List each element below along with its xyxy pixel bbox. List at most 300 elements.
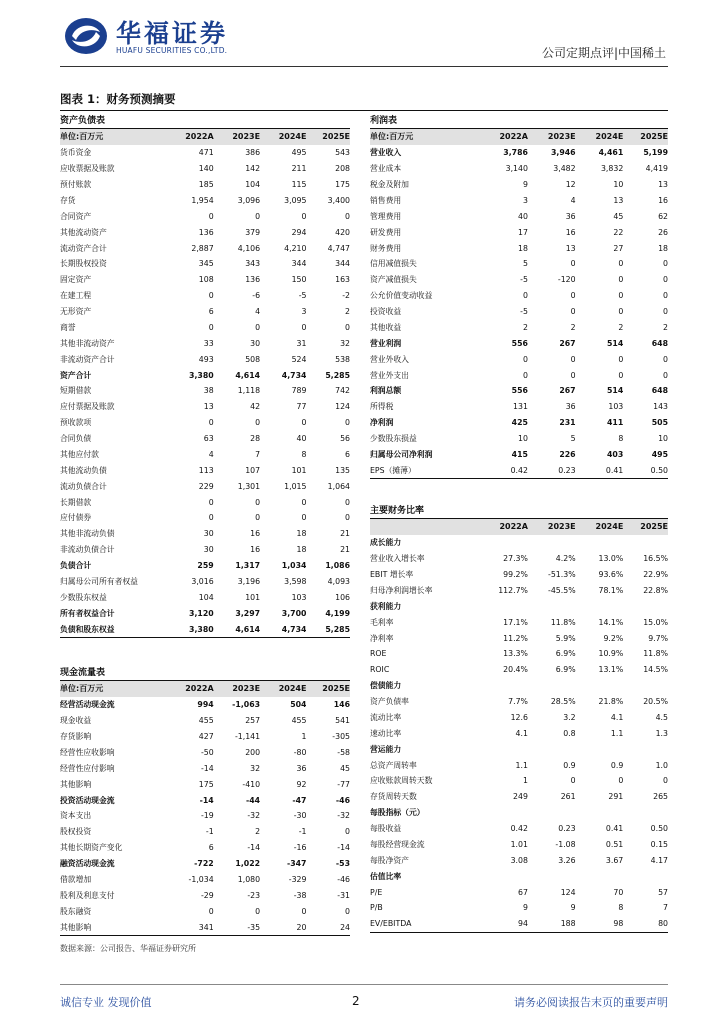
cell-value: 1.1: [515, 760, 528, 770]
cell-value: 1,080: [237, 874, 261, 884]
cell-value: 6: [345, 449, 350, 459]
row-label: 负债和股东权益: [60, 621, 167, 637]
cell-value: 5: [522, 259, 528, 269]
cell-value: 0: [208, 906, 214, 916]
cell-value: 231: [559, 418, 576, 428]
cell-value: [528, 741, 576, 757]
cell-value: 21.8%: [598, 697, 624, 707]
table-row: [60, 272, 350, 288]
cell-value: 4,747: [327, 243, 350, 253]
cell-value: 20.5%: [643, 697, 668, 707]
row-label: 固定资产: [60, 275, 92, 285]
cell-value: 4,199: [325, 608, 350, 618]
table-row: [370, 208, 668, 224]
table-row: [60, 320, 350, 336]
balance-sheet-table: [60, 129, 350, 638]
cell-value: 0: [208, 418, 214, 428]
row-label: EV/EBITDA: [370, 916, 480, 932]
cell-value: 420: [335, 227, 350, 237]
table-row: [370, 678, 668, 694]
cell-value: 4,210: [284, 243, 307, 253]
cell-value: 541: [335, 716, 350, 726]
cell-value: -16: [293, 843, 307, 853]
table-row: [60, 760, 350, 776]
table-row: [60, 383, 350, 399]
table-row: [60, 745, 350, 761]
cell-value: 80: [623, 916, 668, 932]
cell-value: 93.6%: [598, 570, 624, 580]
cell-value: 0: [522, 291, 528, 301]
cell-value: 0: [663, 259, 668, 269]
cell-value: 16.5%: [643, 554, 668, 564]
cell-value: [576, 805, 624, 821]
cell-value: 150: [291, 275, 307, 285]
logo-chinese-name: 华福证券: [116, 19, 229, 48]
table-row: [370, 821, 668, 837]
cell-value: 5.9%: [555, 633, 576, 643]
cell-value: 1.01: [510, 839, 528, 849]
row-label: 营业外支出: [370, 370, 409, 380]
row-label: 其他流动负债: [60, 465, 107, 475]
data-source-note: 数据来源：公司报告、华福证券研究所: [60, 944, 196, 953]
cell-value: 0: [301, 906, 307, 916]
table-row: [60, 224, 350, 240]
cell-value: 0: [663, 275, 668, 285]
figure-title-divider: [60, 110, 668, 111]
row-label: 营业收入增长率: [370, 554, 425, 564]
cell-value: 135: [335, 465, 350, 475]
year-header: 2023E: [528, 519, 576, 535]
cell-value: 0: [255, 322, 261, 332]
cell-value: 13.3%: [503, 649, 528, 659]
cell-value: 6.9%: [555, 665, 576, 675]
cell-value: 3: [301, 307, 307, 317]
cell-value: 14.1%: [598, 617, 624, 627]
cell-value: 8: [618, 903, 624, 913]
cell-value: -329: [288, 874, 307, 884]
cell-value: 508: [245, 354, 261, 364]
cell-value: 42: [250, 402, 261, 412]
cell-value: 6.9%: [555, 649, 576, 659]
cash-flow-table: [60, 681, 350, 936]
cell-value: 22.8%: [643, 585, 668, 595]
cell-value: 471: [198, 148, 214, 158]
row-label: 长期股权投资: [60, 259, 107, 269]
cell-value: 16: [565, 227, 576, 237]
income-statement-section: [370, 114, 668, 479]
cell-value: 188: [528, 916, 576, 932]
cell-value: 3,946: [550, 148, 576, 158]
table-row: [60, 589, 350, 605]
cell-value: 1,034: [281, 561, 307, 571]
cell-value: 1: [301, 732, 307, 742]
row-label: 其他长期资产变化: [60, 843, 123, 853]
cell-value: 4,734: [260, 621, 306, 637]
table-header-row: [370, 129, 668, 145]
cell-value: 3.08: [510, 855, 528, 865]
cell-value: -31: [337, 890, 350, 900]
table-row: [370, 900, 668, 916]
row-label: P/B: [370, 903, 383, 913]
cell-value: 9: [570, 903, 576, 913]
row-label: 营业收入: [370, 148, 402, 158]
cell-value: 18: [296, 529, 307, 539]
cell-value: 0: [301, 211, 307, 221]
cell-value: 0: [570, 259, 576, 269]
table-row: [60, 792, 350, 808]
cell-value: 4,614: [214, 621, 260, 637]
table-row: [60, 824, 350, 840]
cell-value: 495: [651, 449, 668, 459]
table-row: [60, 478, 350, 494]
cell-value: 9.2%: [603, 633, 624, 643]
row-label: 合同负债: [60, 434, 92, 444]
year-header: 2025E: [623, 519, 668, 535]
table-row: [370, 868, 668, 884]
cell-value: 33: [203, 338, 214, 348]
cell-value: 1,015: [284, 481, 307, 491]
cell-value: 10: [613, 180, 624, 190]
cell-value: 495: [291, 148, 307, 158]
table-row: [60, 887, 350, 903]
cell-value: 32: [340, 338, 350, 348]
cell-value: 124: [560, 887, 576, 897]
cell-value: 3,380: [167, 621, 213, 637]
table-row: [60, 208, 350, 224]
cell-value: 538: [335, 354, 350, 364]
unit-header: 单位:百万元: [60, 681, 167, 697]
cell-value: 226: [559, 449, 576, 459]
cell-value: -50: [200, 747, 214, 757]
cell-value: 40: [518, 211, 528, 221]
cell-value: 1.1: [610, 728, 624, 738]
cell-value: -53: [335, 859, 350, 869]
cell-value: 16: [250, 529, 261, 539]
cell-value: 455: [198, 716, 214, 726]
cell-value: 17: [518, 227, 528, 237]
cell-value: 11.2%: [503, 633, 528, 643]
cell-value: 13: [203, 402, 214, 412]
row-label: 归母净利润增长率: [370, 585, 433, 595]
row-label: 销售费用: [370, 195, 402, 205]
cell-value: -722: [194, 859, 214, 869]
table-header-row: [60, 681, 350, 697]
table-row: [370, 304, 668, 320]
row-label: 借款增加: [60, 874, 92, 884]
row-label: 每股净资产: [370, 855, 409, 865]
cell-value: 4,419: [645, 164, 668, 174]
cell-value: 104: [245, 180, 261, 190]
cell-value: 140: [198, 164, 214, 174]
cell-value: 0.8: [563, 728, 576, 738]
cell-value: 0: [345, 322, 350, 332]
income-statement-title: 利润表: [370, 114, 668, 129]
table-row: [370, 288, 668, 304]
footer-disclaimer: 请务必阅读报告末页的重要声明: [514, 996, 668, 1009]
row-label: 存货影响: [60, 732, 92, 742]
table-row: [370, 741, 668, 757]
cell-value: -120: [557, 275, 576, 285]
row-label: 净利润: [370, 418, 394, 428]
cell-value: 92: [296, 779, 307, 789]
balance-sheet-section: [60, 114, 350, 638]
row-label: 预收款项: [60, 418, 92, 428]
row-label: 少数股东权益: [60, 592, 107, 602]
table-row: [60, 177, 350, 193]
table-row: [370, 224, 668, 240]
cell-value: 18: [296, 545, 307, 555]
table-row: [60, 558, 350, 574]
row-label: 存货: [60, 195, 76, 205]
cell-value: 267: [559, 386, 576, 396]
cell-value: 45: [613, 211, 624, 221]
cell-value: 8: [618, 434, 624, 444]
cell-value: 1: [522, 776, 528, 786]
row-label: 营业外收入: [370, 354, 409, 364]
row-label: 其他影响: [60, 919, 167, 935]
cell-value: 341: [167, 919, 213, 935]
row-label: 股权投资: [60, 827, 92, 837]
cell-value: 0: [345, 497, 350, 507]
row-label: 研发费用: [370, 227, 402, 237]
cell-value: -1.08: [555, 839, 576, 849]
cell-value: [480, 678, 528, 694]
cell-value: 0: [522, 370, 528, 380]
row-label: 其他非流动资产: [60, 338, 115, 348]
row-label: 非流动负债合计: [60, 545, 115, 555]
table-row: [60, 494, 350, 510]
table-row: [60, 713, 350, 729]
row-label: 财务费用: [370, 243, 402, 253]
cell-value: 106: [335, 592, 350, 602]
cell-value: -5: [520, 275, 528, 285]
row-label: 流动比率: [370, 712, 402, 722]
cell-value: 2,887: [191, 243, 214, 253]
report-category: 公司定期点评|中国稀土: [541, 46, 666, 60]
cell-value: 67: [518, 887, 528, 897]
year-header: 2022A: [167, 129, 213, 145]
cell-value: 98: [576, 916, 624, 932]
cell-value: 505: [651, 418, 668, 428]
table-row: [370, 145, 668, 161]
row-label: 负债合计: [60, 561, 92, 571]
cell-value: 20.4%: [503, 665, 528, 675]
table-row: [60, 526, 350, 542]
table-row: [370, 320, 668, 336]
row-label: 合同资产: [60, 211, 92, 221]
cell-value: 13: [565, 243, 576, 253]
row-label: 信用减值损失: [370, 259, 417, 269]
cell-value: 0: [570, 354, 576, 364]
cell-value: 427: [198, 732, 214, 742]
cell-value: 5,199: [643, 148, 668, 158]
cell-value: 267: [559, 338, 576, 348]
cell-value: 0.51: [605, 839, 624, 849]
table-row: [370, 193, 668, 209]
cell-value: 27: [613, 243, 624, 253]
cell-value: 4.1: [515, 728, 528, 738]
table-row: [60, 840, 350, 856]
cash-flow-title: 现金流量表: [60, 666, 350, 681]
cell-value: 3,786: [503, 148, 528, 158]
year-header: 2025E: [306, 681, 350, 697]
cell-value: -46: [337, 874, 350, 884]
cell-value: 0: [570, 776, 576, 786]
cell-value: 24: [306, 919, 350, 935]
table-row: [370, 789, 668, 805]
cell-value: 0: [255, 418, 261, 428]
cell-value: [623, 535, 668, 551]
table-row: [60, 256, 350, 272]
cell-value: 13: [613, 195, 624, 205]
row-label: 投资活动现金流: [60, 795, 115, 805]
cell-value: -47: [292, 795, 307, 805]
cell-value: 30: [203, 529, 214, 539]
cell-value: -305: [332, 732, 350, 742]
cell-value: 789: [291, 386, 307, 396]
cell-value: 1,317: [235, 561, 261, 571]
cell-value: 386: [245, 148, 261, 158]
cell-value: 3,095: [284, 195, 307, 205]
year-header: 2024E: [260, 681, 306, 697]
cell-value: 1,301: [237, 481, 261, 491]
cell-value: -14: [247, 843, 261, 853]
cell-value: 9: [522, 180, 528, 190]
table-row: [370, 415, 668, 431]
table-row: [370, 646, 668, 662]
cell-value: 94: [480, 916, 528, 932]
row-label: 所有者权益合计: [60, 608, 115, 618]
unit-header: 单位:百万元: [60, 129, 167, 145]
cell-value: 524: [291, 354, 307, 364]
row-label: 偿债能力: [370, 681, 402, 691]
table-row: [370, 852, 668, 868]
cell-value: 40: [296, 434, 307, 444]
year-header: 2024E: [576, 129, 624, 145]
cell-value: 994: [197, 700, 214, 710]
year-header: 2023E: [214, 129, 260, 145]
cell-value: [528, 678, 576, 694]
row-label: 毛利率: [370, 617, 394, 627]
table-row: [370, 710, 668, 726]
cell-value: 11.8%: [550, 617, 576, 627]
year-header: 2025E: [306, 129, 350, 145]
cell-value: -14: [337, 843, 350, 853]
cell-value: 13.1%: [598, 665, 624, 675]
cell-value: 2: [570, 322, 576, 332]
cell-value: -410: [242, 779, 261, 789]
cell-value: [480, 598, 528, 614]
table-row: [370, 161, 668, 177]
row-label: 归属母公司净利润: [370, 449, 433, 459]
cell-value: 4,093: [327, 576, 350, 586]
cell-value: 4,734: [281, 370, 307, 380]
cell-value: 556: [511, 338, 528, 348]
table-row: [370, 805, 668, 821]
row-label: 资产负债率: [370, 697, 409, 707]
unit-header: [370, 519, 480, 535]
table-row: [60, 808, 350, 824]
cell-value: 415: [511, 449, 528, 459]
cell-value: 131: [513, 402, 528, 412]
cell-value: 208: [335, 164, 350, 174]
cell-value: 30: [203, 545, 214, 555]
year-header: 2022A: [480, 519, 528, 535]
row-label: 融资活动现金流: [60, 859, 115, 869]
cell-value: 99.2%: [503, 570, 528, 580]
cell-value: 5,285: [306, 621, 350, 637]
cell-value: -77: [337, 779, 350, 789]
cell-value: 543: [335, 148, 350, 158]
cell-value: 0: [618, 370, 624, 380]
table-row: [370, 431, 668, 447]
cell-value: 0: [618, 259, 624, 269]
cell-value: 16: [658, 195, 668, 205]
table-row: [60, 621, 350, 637]
cell-value: [480, 535, 528, 551]
cell-value: 425: [511, 418, 528, 428]
row-label: 长期借款: [60, 497, 92, 507]
cell-value: 18: [658, 243, 668, 253]
cell-value: 3.2: [563, 712, 576, 722]
cell-value: 10: [658, 434, 668, 444]
cell-value: 2: [345, 307, 350, 317]
cell-value: 3,096: [237, 195, 261, 205]
cell-value: -347: [286, 859, 307, 869]
cell-value: 1,022: [235, 859, 261, 869]
cell-value: 78.1%: [598, 585, 624, 595]
cell-value: 107: [245, 465, 261, 475]
year-header: 2023E: [214, 681, 260, 697]
table-row: [370, 630, 668, 646]
cell-value: 4,614: [235, 370, 261, 380]
cell-value: -5: [298, 291, 307, 301]
row-label: 少数股东损益: [370, 434, 417, 444]
cell-value: 115: [291, 180, 307, 190]
cell-value: 124: [335, 402, 350, 412]
cell-value: 3,120: [189, 608, 214, 618]
cell-value: 101: [291, 465, 307, 475]
cell-value: 101: [245, 592, 261, 602]
row-label: 成长能力: [370, 538, 402, 548]
table-row: [370, 335, 668, 351]
row-label: 其他影响: [60, 779, 92, 789]
cell-value: 20: [260, 919, 306, 935]
cell-value: 0: [522, 354, 528, 364]
row-label: 经营性应收影响: [60, 747, 115, 757]
cell-value: 12: [565, 180, 576, 190]
cell-value: 27.3%: [503, 554, 528, 564]
cell-value: [528, 868, 576, 884]
cell-value: 143: [653, 402, 668, 412]
table-row: [370, 535, 668, 551]
row-label: 资本支出: [60, 811, 92, 821]
row-label: 短期借款: [60, 386, 92, 396]
cell-value: 4.2%: [555, 554, 576, 564]
table-row: [60, 919, 350, 935]
cell-value: 36: [296, 763, 307, 773]
cell-value: 9: [522, 903, 528, 913]
cell-value: 113: [198, 465, 214, 475]
cell-value: 3,700: [281, 608, 307, 618]
cell-value: 0: [663, 370, 668, 380]
year-header: 2025E: [623, 129, 668, 145]
table-row: [370, 551, 668, 567]
table-row: [370, 567, 668, 583]
cell-value: 0: [301, 418, 307, 428]
cell-value: 0: [208, 211, 214, 221]
table-row: [370, 884, 668, 900]
